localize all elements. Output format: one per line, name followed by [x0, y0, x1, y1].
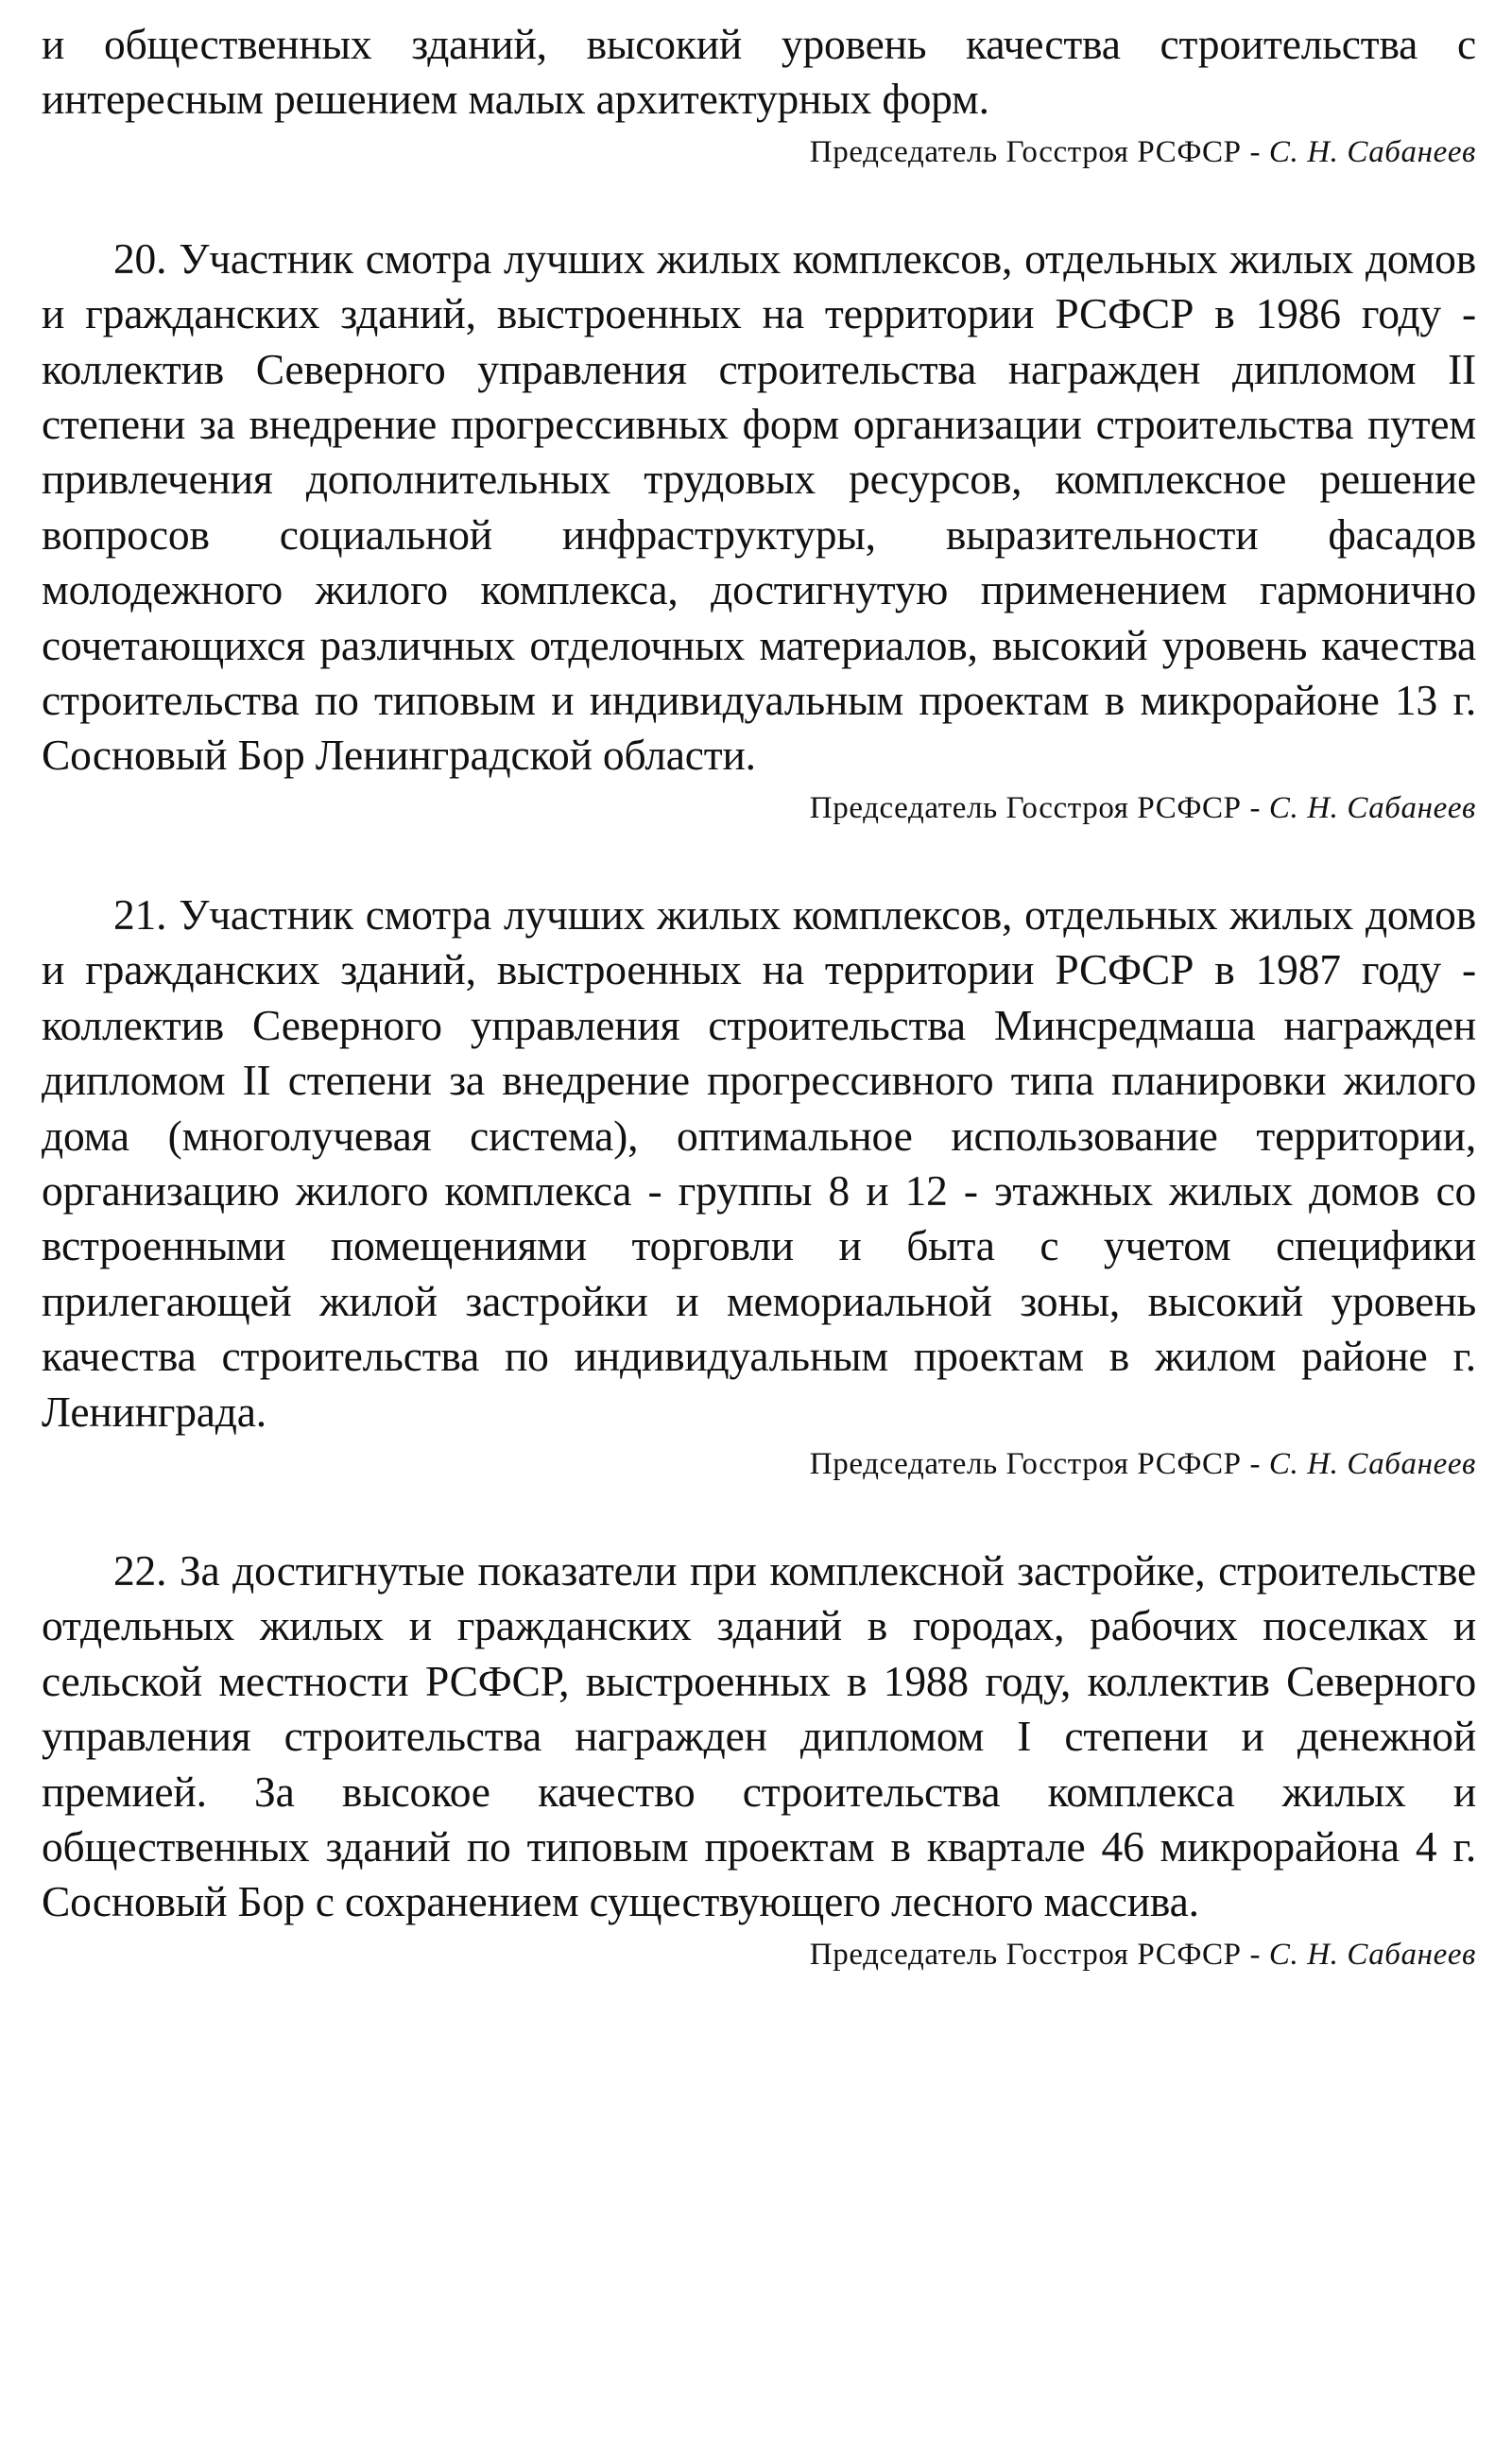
signature-line	[42, 787, 1476, 829]
document-page	[42, 17, 1476, 1975]
paragraph-21: 21. Участник смотра лучших жилых комплексов, отдельных жилых домов и гражданских зданий, выстроенных на территории РСФСР в 1987 году - коллектив Северного управления строительства Минсредмаша награжден дипломом II степени за внедрение прогрессивного типа планировки жилого дома (многолучевая система), оптимальное использование территории, организацию жилого комплекса - группы 8 и 12 - этажных жилых домов со встроенными помещениями торговли и быта с учетом специфики прилегающей жилой застройки и мемориальной зоны, высокий уровень качества строительства по индивидуальным проектам в жилом районе г. Ленинграда.	[42, 889, 1476, 1436]
paragraph-22: 22. За достигнутые показатели при комплексной застройке, строительстве отдельных жилых и гражданских зданий в городах, рабочих поселках и сельской местности РСФСР, выстроенных в 1988 году, коллектив Северного управления строительства награжден дипломом I степени и денежной премией. За высокое качество строительства комплекса жилых и общественных зданий по типовым проектам в квартале 46 микрорайона 4 г. Сосновый Бор с сохранением существующего лесного массива.	[42, 1545, 1476, 1926]
signature-title: Председатель Госстроя РСФСР -	[809, 1446, 1262, 1481]
signature-name: С. Н. Сабанеев	[1268, 1446, 1476, 1481]
signature-name: С. Н. Сабанеев	[1268, 134, 1476, 169]
signature-title: Председатель Госстроя РСФСР -	[809, 1937, 1262, 1972]
signature-line	[42, 1934, 1476, 1975]
signature-name: С. Н. Сабанеев	[1268, 790, 1476, 825]
paragraph-20: 20. Участник смотра лучших жилых комплексов, отдельных жилых домов и гражданских зданий, выстроенных на территории РСФСР в 1986 году - коллектив Северного управления строительства награжден дипломом II степени за внедрение прогрессивных форм организации строительства путем привлечения дополнительных трудовых ресурсов, комплексное решение вопросов социальной инфраструктуры, выразительности фасадов молодежного жилого комплекса, достигнутую применением гармонично сочетающихся различных отделочных материалов, высокий уровень качества строительства по типовым и индивидуальным проектам в микрорайоне 13 г. Сосновый Бор Ленинградской области.	[42, 233, 1476, 780]
signature-title: Председатель Госстроя РСФСР -	[809, 790, 1262, 825]
paragraph-gap	[42, 1485, 1476, 1544]
paragraph-gap	[42, 829, 1476, 888]
signature-line	[42, 131, 1476, 173]
lead-paragraph: и общественных зданий, высокий уровень качества строительства с интересным решением малых архитектурных форм.	[42, 20, 1476, 124]
signature-name: С. Н. Сабанеев	[1268, 1937, 1476, 1972]
signature-title: Председатель Госстроя РСФСР -	[809, 134, 1262, 169]
paragraph-gap	[42, 173, 1476, 232]
signature-line	[42, 1443, 1476, 1485]
